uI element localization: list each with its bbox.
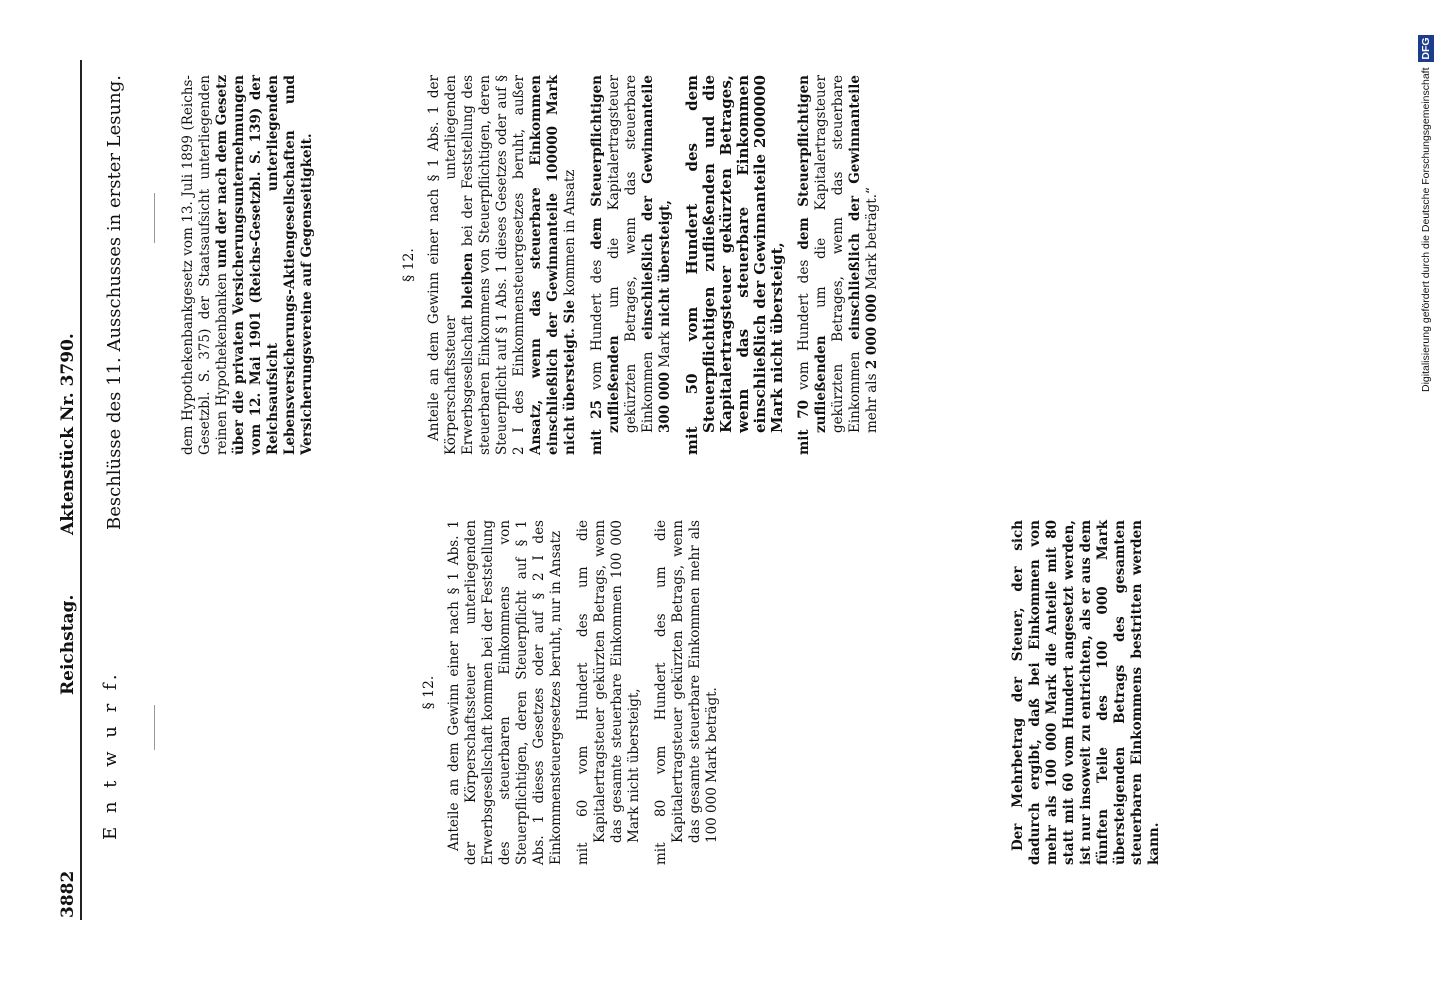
left-note-text: Der Mehrbetrag der Steuer, der sich dadurch ergibt, daß bei Einkommen von mehr als 100 000 Mark die Anteile mit 80 statt mit 60 vom Hundert angesetzt werden, ist nur insoweit zu entrichten, als er aus dem fünften Teile des 100 000 Mark übersteigenden Betrags des gesamten steuerbaren Einkommens bestritten werden kann.	[1010, 520, 1162, 865]
dfg-logo: DFG	[1420, 37, 1432, 60]
right-item-3-bold-2: dem Steuerpflichtigen zufließenden	[796, 75, 829, 433]
sidebar-attribution	[1418, 0, 1434, 392]
right-item-3-bold: mit 70	[796, 400, 812, 455]
right-item-1-plain: vom Hundert des	[589, 259, 605, 390]
right-para-bold-2: Ansatz, wenn das steuerbare Einkommen einschließlich der Gewinnanteile 100000 Mark nicht übersteigt. Sie	[528, 75, 578, 455]
right-item-2: mit 50 vom Hundert des dem Steuerpflichtigen zufließenden und die Kapitalertragsteuer gekürzten Betrages, wenn das steuerbare Einkommen einschließlich der Gewinnanteile 2000000 Mark nicht übersteigt,	[683, 75, 786, 455]
header-document: Aktenstück Nr. 3790.	[58, 333, 78, 535]
right-item-3-plain-4: Mark beträgt.“	[864, 187, 880, 290]
right-title: Beschlüsse des 11. Ausschusses in erster Lesung.	[104, 75, 125, 530]
header-publisher: Reichstag.	[58, 594, 78, 695]
right-item-1-plain-3: Mark	[657, 331, 673, 368]
right-para-plain-2: bei der Feststellung des steuerbaren Einkommens von Steuerpflichtigen, deren Steuerpflicht auf § 1 Abs. 1 dieses Gesetzes oder auf § 2 I des Einkommensteuergesetzes beruht, außer	[460, 75, 527, 455]
right-item-1-bold-2: dem Steuerpflichtigen zufließenden	[589, 75, 622, 433]
right-item-3-plain-3: mehr als	[864, 373, 880, 433]
right-section-heading: § 12.	[401, 248, 417, 282]
left-note	[1010, 520, 1173, 865]
left-title: E n t w u r f.	[100, 670, 121, 840]
right-item-1-plain-2: um die Kapitalertragsteuer gekürzten Betrages, wenn das steuerbare Einkommen	[606, 75, 656, 433]
sidebar	[1418, 0, 1434, 1000]
left-rule	[154, 705, 155, 750]
right-intro-plain: dem Hypothekenbankgesetz vom 13. Juli 1899 (Reichs-Gesetzbl. S. 375) der Staatsaufsicht unterliegenden reinen Hypothekenbanken	[180, 75, 230, 455]
right-item-3-plain: vom Hundert des	[796, 259, 812, 390]
right-section	[395, 75, 891, 455]
right-item-1-bold-3: einschließlich der Gewinnanteile 300 000	[640, 75, 673, 433]
right-para-plain-3: kommen in Ansatz	[562, 169, 578, 296]
page-number: 3882	[58, 870, 78, 918]
left-section-heading: § 12.	[421, 675, 437, 710]
left-item-2: mit 80 vom Hundert des um die Kapitalertragsteuer gekürzten Betrags, wenn das gesamte steuerbare Einkommen mehr als 100 000 Mark beträgt.	[653, 520, 720, 865]
sidebar-text: Digitalisierung gefördert durch die Deutsche Forschungsgemeinschaft	[1420, 67, 1432, 392]
header-rule	[80, 60, 82, 920]
left-section	[415, 520, 731, 865]
left-item-1: mit 60 vom Hundert des um die Kapitalertragsteuer gekürzten Betrags, wenn das gesamte steuerbare Einkommen 100 000 Mark nicht übersteigt,	[575, 520, 642, 865]
right-para-plain: Anteile an dem Gewinn einer nach § 1 Abs. 1 der Körperschaftssteuer unterliegenden Erwerbsgesellschaft	[426, 75, 476, 455]
right-para-bold-1: bleiben	[460, 252, 476, 309]
right-rule	[154, 193, 155, 243]
right-item-3-plain-2: um die Kapitalertragsteuer gekürzten Betrages, wenn das steuerbare Einkommen	[813, 75, 863, 433]
right-intro-bold: und der nach dem Gesetz über die privaten Versicherungsunternehmungen vom 12. Mai 1901 (Reichs-Gesetzbl. S. 139) der Reichsaufsicht unterliegenden Lebensversicherungs-Aktiengesellschaften und Versicherungsvereine auf Gegenseitigkeit.	[214, 74, 315, 455]
right-intro	[180, 75, 326, 455]
right-item-3-bold-3: einschließlich der Gewinnanteile	[847, 75, 863, 340]
right-item-3-bold-4: 2 000 000	[864, 294, 880, 370]
right-item-1-bold-4: nicht übersteigt,	[657, 200, 673, 327]
left-intro: Anteile an dem Gewinn einer nach § 1 Abs. 1 der Körperschaftssteuer unterliegenden Erwerbsgesellschaft kommen bei der Feststellung des steuerbaren Einkommens von Steuerpflichtigen, deren Steuerpflicht auf § 1 Abs. 1 dieses Gesetzes oder auf § 2 I des Einkommensteuergesetzes beruht, nur in Ansatz	[446, 520, 564, 865]
right-item-1-bold: mit 25	[589, 400, 605, 455]
